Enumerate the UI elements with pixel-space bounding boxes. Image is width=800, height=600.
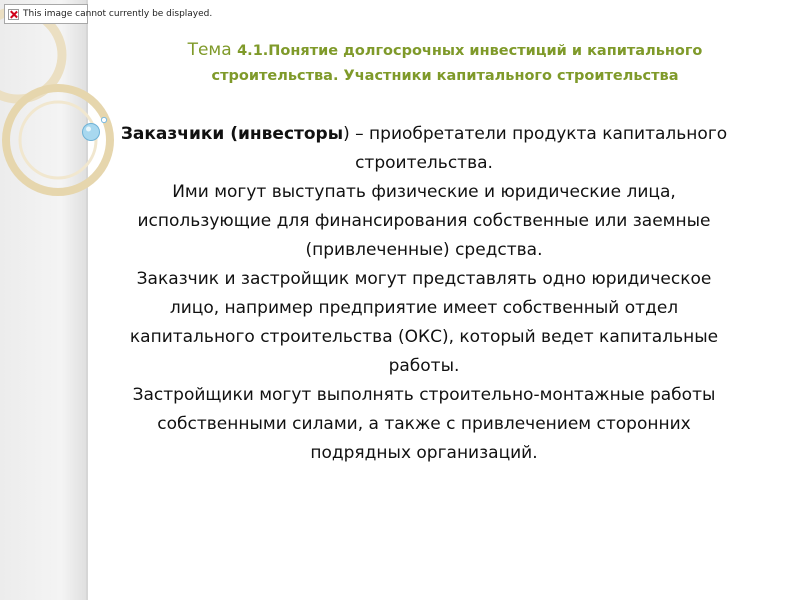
slide-title: [150, 38, 740, 88]
body-paragraph-3: Заказчик и застройщик могут представлять одно юридическое лицо, например предприятие имеет собственный отдел капитального строительства (ОКС), который ведет капитальные работы.: [129, 269, 719, 376]
broken-image-alt-text: This image cannot currently be displayed.: [23, 9, 213, 19]
small-bubble-icon: [101, 117, 106, 122]
body-paragraph-1-bold: Заказчики (инвесторы: [120, 124, 344, 144]
body-paragraph-1: [118, 120, 730, 178]
broken-image-placeholder: [4, 4, 213, 24]
body-paragraph-2: Ими могут выступать физические и юридические лица, использующие для финансирования собственные или заемные (привлеченные) средства.: [137, 182, 711, 260]
bubble-icon: [83, 124, 100, 141]
slide-body: [118, 120, 730, 468]
body-paragraph-4: Застройщики могут выполнять строительно-монтажные работы собственными силами, а также с привлечением сторонних подрядных организаций.: [132, 385, 716, 463]
concentric-rings-icon: [0, 11, 110, 192]
body-paragraph-1-rest: ) – приобретатели продукта капитального строительства.: [343, 124, 728, 173]
slide-title-main: 4.1.Понятие долгосрочных инвестиций и капитального строительства. Участники капитального строительства: [211, 43, 703, 84]
broken-image-icon: [8, 9, 19, 20]
slide-title-prefix: Тема: [187, 40, 238, 60]
